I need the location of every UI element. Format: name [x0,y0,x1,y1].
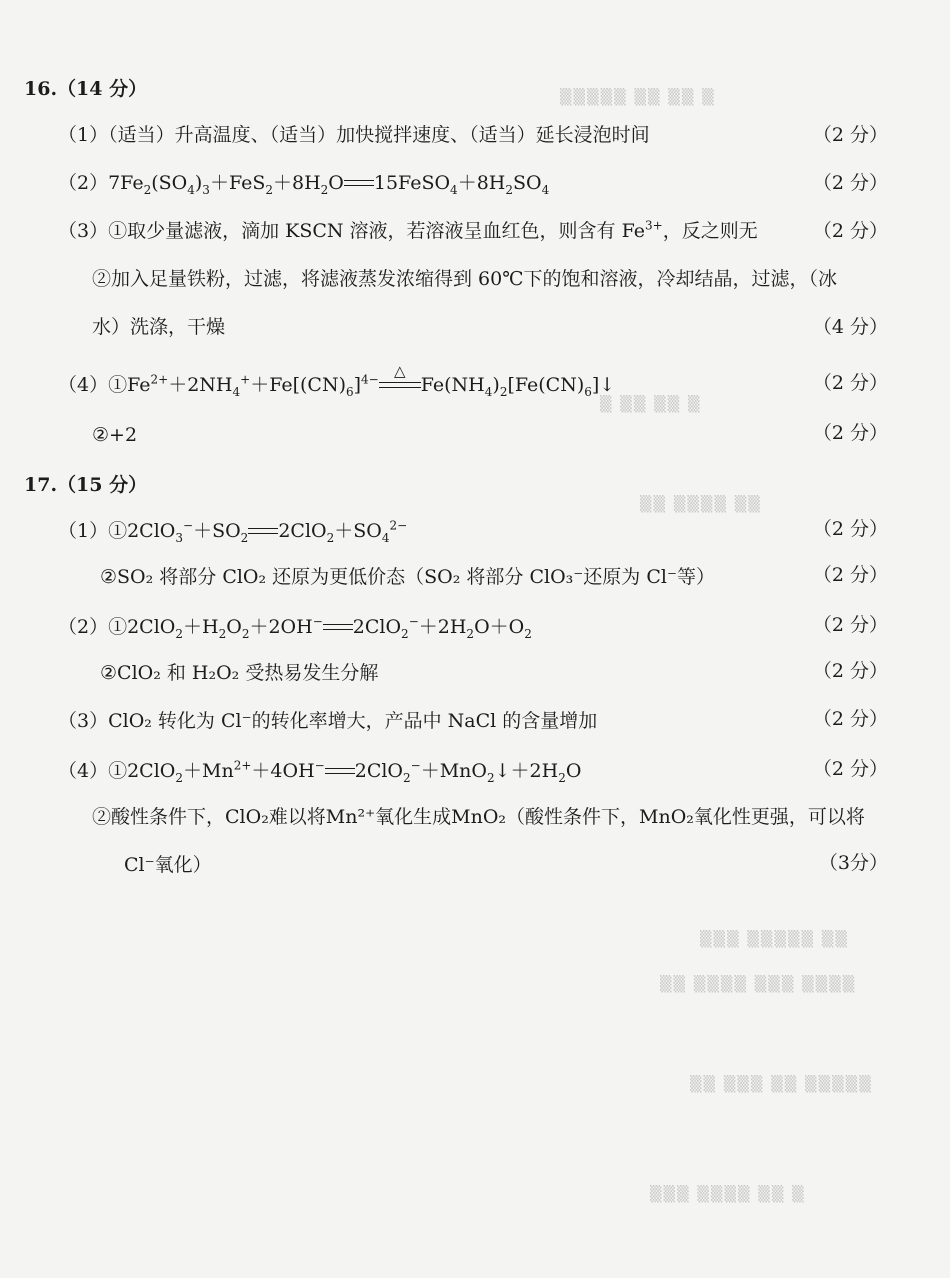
q16-part4-step2: ②+2 [92,424,138,446]
question-16-heading: 16.（14 分） [24,78,148,100]
bleed-through-text: ▒▒▒ ▒▒▒▒▒ ▒▒ [700,930,849,948]
q16-part3-step1-tail: ，反之则无 [662,220,758,242]
q16-part1-score: （2 分） [812,124,888,146]
bleed-through-text: ▒▒▒▒▒ ▒▒ ▒▒ ▒ [560,88,716,106]
q17-part1-step1-score: （2 分） [812,518,888,540]
q17-part4-step2-cont: Cl⁻氧化） [124,854,212,876]
q17-part1-equation: $(1)①2ClO_3^-+SO_2$ $2ClO_2+SO_4^{2-}$ [58,518,408,545]
q16-part3-step1-score: （2 分） [812,220,888,242]
q16-part3-step1-sup: 3+ [644,218,663,233]
q17-part2-step2: ②ClO₂ 和 H₂O₂ 受热易发生分解 [100,662,379,684]
q17-part4-step2-score: （3分） [818,852,888,874]
q16-part2-score: （2 分） [812,172,888,194]
bleed-through-text: ▒ ▒▒ ▒▒ ▒ [600,395,702,413]
q17-part3-answer: （3）ClO₂ 转化为 Cl⁻的转化率增大，产品中 NaCl 的含量增加 [58,710,598,732]
q17-part4-step1-score: （2 分） [812,758,888,780]
bleed-through-text: ▒▒▒ ▒▒▒▒ ▒▒ ▒ [650,1185,806,1203]
q16-part3-step2: ②加入足量铁粉，过滤，将滤液蒸发浓缩得到 60℃下的饱和溶液，冷却结晶，过滤，（冰 [92,268,837,290]
heat-symbol: △ [393,362,406,380]
bleed-through-text: ▒▒ ▒▒▒▒ ▒▒▒ ▒▒▒▒ [660,975,857,993]
q17-part4-step2: ②酸性条件下，ClO₂难以将Mn²⁺氧化生成MnO₂（酸性条件下，MnO₂氧化性更强，可以将 [92,806,865,828]
q17-part3-score: （2 分） [812,708,888,730]
q16-part3-step2-score: （4 分） [812,316,888,338]
q16-part4-step2-score: （2 分） [812,422,888,444]
q16-part1-answer: （1）（适当）升高温度、（适当）加快搅拌速度、（适当）延长浸泡时间 [58,124,650,146]
q16-part2-label: （2） [58,172,109,194]
q16-part2-equation: $(2)7Fe_2(SO_4)_3+FeS_2+8H_2O$ $15FeSO_4+8H_2SO_4$ [58,172,550,197]
question-17-heading: 17.（15 分） [24,474,148,496]
q16-part3-step1 [58,218,758,244]
q17-part4-label: （4）① [58,760,128,782]
bleed-through-text: ▒▒ ▒▒▒▒ ▒▒ [640,495,762,513]
q17-part2-step2-score: （2 分） [812,660,888,682]
q17-part1-step2-score: （2 分） [812,564,888,586]
q16-part4-label: （4）① [58,374,128,396]
q16-part4-step1-score: （2 分） [812,372,888,394]
q17-part2-equation: $(2)①2ClO_2+H_2O_2+2OH^-$ $2ClO_2^-+2H_2O+O_2$ [58,614,532,641]
q16-part3-step2-cont: 水）洗涤，干燥 [92,316,226,338]
q16-part3-step1-text: （3）①取少量滤液，滴加 KSCN 溶液，若溶液呈血红色，则含有 Fe [58,220,645,242]
q17-part1-step2: ②SO₂ 将部分 ClO₂ 还原为更低价态（SO₂ 将部分 ClO₃⁻还原为 Cl⁻等） [100,566,715,588]
q17-part4-equation: $(4)①2ClO_2+Mn^{2+}+4OH^-$ $2ClO_2^-+MnO_2↓+2H_2O$ [58,758,582,785]
q17-part2-step1-score: （2 分） [812,614,888,636]
q17-part1-label: （1）① [58,520,128,542]
bleed-through-text: ▒▒ ▒▒▒ ▒▒ ▒▒▒▒▒ [690,1075,873,1093]
q17-part2-label: （2）① [58,616,128,638]
q16-part4-equation: $(4)①Fe^{2+}+2NH_4^++Fe[(CN)_6]^{4-}$ △ $Fe(NH_4)_2[Fe(CN)_6]↓$ [58,372,615,398]
